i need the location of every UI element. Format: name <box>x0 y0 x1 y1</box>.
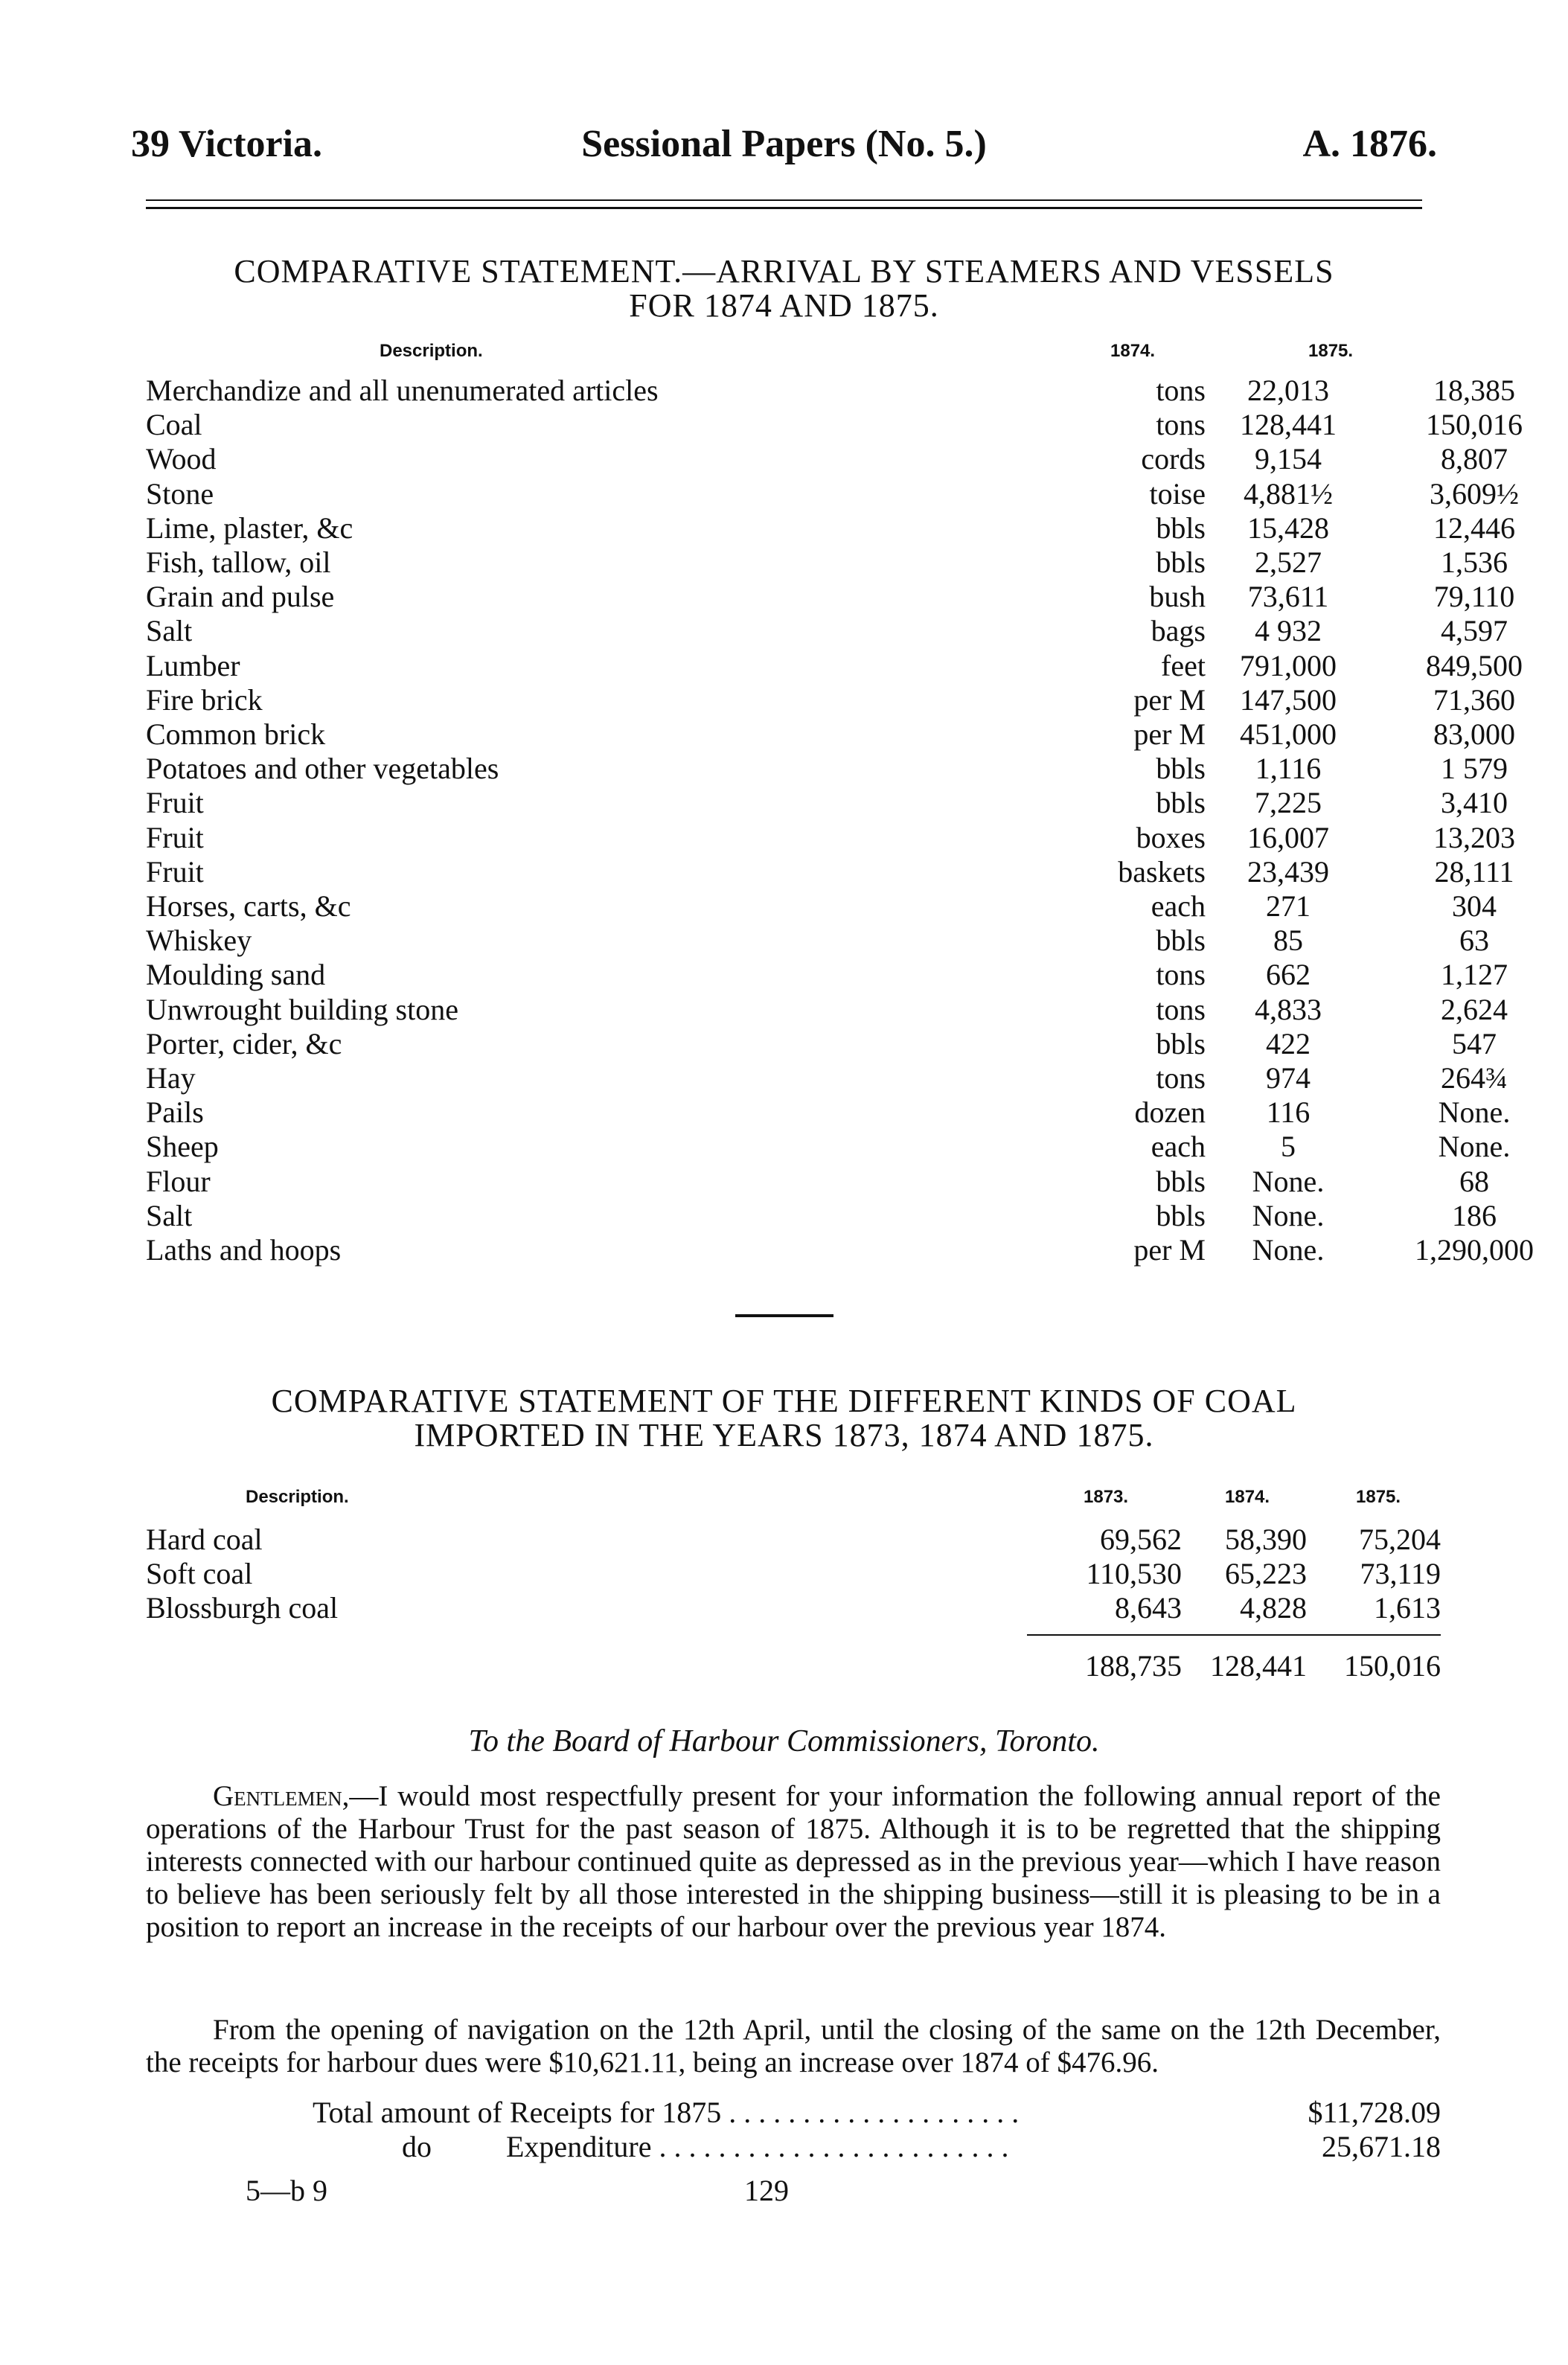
expenditure-amount: 25,671.18 <box>1322 2130 1441 2163</box>
coal-total-1874: 128,441 <box>1210 1649 1307 1683</box>
arrivals-row-description-text: Hay <box>146 1061 202 1095</box>
arrivals-row-1874: 16,007 <box>1247 820 1329 854</box>
arrivals-row <box>146 992 1508 1027</box>
arrivals-row-unit: tons <box>1061 958 1206 992</box>
page-number: 129 <box>744 2174 789 2207</box>
arrivals-row-1875: 2,624 <box>1441 992 1508 1026</box>
section-divider <box>735 1314 833 1317</box>
coal-row-description <box>146 1557 1031 1591</box>
arrivals-row-description <box>146 545 1061 580</box>
coal-col-1873: 1873. <box>1084 1487 1129 1507</box>
arrivals-row-1874: 422 <box>1266 1026 1311 1060</box>
coal-row-description-text: Soft coal <box>146 1557 258 1590</box>
arrivals-row-1874: 22,013 <box>1247 374 1329 407</box>
arrivals-row-description <box>146 614 1061 648</box>
arrivals-row-description-text: Lime, plaster, &c <box>146 511 359 545</box>
arrivals-row <box>146 786 1508 820</box>
header-left: 39 Victoria. <box>131 123 323 165</box>
arrivals-row-description-text: Wood <box>146 442 223 476</box>
arrivals-row-1875: 1,536 <box>1441 545 1508 579</box>
arrivals-row-description <box>146 752 1061 786</box>
arrivals-row-1874: 791,000 <box>1240 648 1337 682</box>
header-rule-bottom <box>146 207 1422 209</box>
receipts-line <box>313 2096 1441 2130</box>
arrivals-row-1875: 186 <box>1452 1198 1497 1232</box>
arrivals-row-1874: 271 <box>1266 889 1311 923</box>
arrivals-row <box>146 820 1515 855</box>
arrivals-row-description-text: Grain and pulse <box>146 580 340 613</box>
arrivals-row-description-text: Potatoes and other vegetables <box>146 752 505 785</box>
coal-col-1874: 1874. <box>1225 1487 1270 1507</box>
coal-row-description <box>146 1591 1031 1625</box>
arrivals-row-description-text: Merchandize and all unenumerated articles <box>146 374 665 407</box>
arrivals-title-line1: COMPARATIVE STATEMENT.—ARRIVAL BY STEAMERS AND VESSELS <box>234 253 1334 289</box>
arrivals-row-description <box>146 1165 1061 1199</box>
arrivals-row-unit: each <box>1061 1130 1206 1164</box>
arrivals-row-1875: 68 <box>1459 1164 1489 1198</box>
arrivals-row <box>146 889 1497 924</box>
expenditure-label: do Expenditure . . . . . . . . . . . . . . . . . . . . . . . . <box>402 2130 1009 2163</box>
arrivals-row-1874: None. <box>1252 1164 1325 1198</box>
arrivals-row-description <box>146 855 1061 889</box>
coal-row-1874: 65,223 <box>1225 1557 1307 1590</box>
arrivals-row-1875: 1,290,000 <box>1415 1233 1534 1267</box>
arrivals-row-unit: each <box>1061 889 1206 924</box>
arrivals-row-description-text: Fire brick <box>146 683 269 717</box>
arrivals-row <box>146 1130 1511 1164</box>
arrivals-row-1875: 264¾ <box>1441 1061 1508 1095</box>
arrivals-row-1874: 15,428 <box>1247 511 1329 545</box>
arrivals-row <box>146 958 1508 992</box>
arrivals-row-1874: 7,225 <box>1255 786 1322 820</box>
arrivals-col-1874: 1874. <box>1110 341 1156 361</box>
arrivals-row-1874: None. <box>1252 1233 1325 1267</box>
arrivals-row-unit: tons <box>1061 408 1206 442</box>
coal-row-1875: 75,204 <box>1359 1523 1441 1556</box>
arrivals-row-description <box>146 683 1061 717</box>
expenditure-line <box>313 2130 1441 2164</box>
arrivals-row-description-text: Stone <box>146 477 220 511</box>
arrivals-row-description <box>146 889 1061 924</box>
arrivals-col-1875: 1875. <box>1308 341 1354 361</box>
arrivals-row-1875: 304 <box>1452 889 1497 923</box>
arrivals-row-1875: 13,203 <box>1433 820 1515 854</box>
arrivals-row-unit: bbls <box>1061 1165 1206 1199</box>
arrivals-row <box>146 374 1515 408</box>
arrivals-row-unit: feet <box>1061 649 1206 683</box>
coal-row-1873: 8,643 <box>1031 1591 1182 1625</box>
coal-row-description-text: Hard coal <box>146 1523 269 1556</box>
arrivals-row-1874: 974 <box>1266 1061 1311 1095</box>
letter-paragraph-2: From the opening of navigation on the 12th April, until the closing of the same on the 12th December, the receipts for harbour dues were $10,621.11, being an increase over 1874 of $476.96. <box>146 2014 1441 2078</box>
arrivals-row-description <box>146 442 1061 476</box>
header-rule-top <box>146 199 1422 201</box>
arrivals-row-unit: bush <box>1061 580 1206 614</box>
coal-row-1873: 69,562 <box>1031 1523 1182 1557</box>
coal-row-1875: 73,119 <box>1360 1557 1441 1590</box>
header-right: A. 1876. <box>1302 123 1437 165</box>
arrivals-row-1875: None. <box>1438 1095 1511 1130</box>
coal-row-description-text: Blossburgh coal <box>146 1591 344 1625</box>
arrivals-row <box>146 580 1515 614</box>
arrivals-row-description-text: Moulding sand <box>146 958 331 991</box>
arrivals-row-unit: bbls <box>1061 924 1206 958</box>
arrivals-row-unit: per M <box>1061 717 1206 752</box>
arrivals-row-description-text: Flour <box>146 1165 217 1198</box>
arrivals-row-unit: bbls <box>1061 752 1206 786</box>
arrivals-row-unit: bags <box>1061 614 1206 648</box>
arrivals-row-description <box>146 374 1061 408</box>
arrivals-row-description <box>146 1130 1061 1164</box>
coal-row-description <box>146 1523 1031 1557</box>
arrivals-row-unit: bbls <box>1061 545 1206 580</box>
coal-col-description: Description. <box>246 1487 349 1507</box>
arrivals-row-description-text: Fish, tallow, oil <box>146 545 337 579</box>
arrivals-row <box>146 614 1508 648</box>
arrivals-row-description-text: Fruit <box>146 855 210 889</box>
arrivals-row <box>146 1095 1511 1130</box>
arrivals-row-1875: 849,500 <box>1426 648 1523 682</box>
running-header <box>131 122 1437 174</box>
arrivals-row-unit: dozen <box>1061 1095 1206 1130</box>
coal-total-1873: 188,735 <box>1031 1649 1182 1683</box>
arrivals-row-description <box>146 1027 1061 1061</box>
arrivals-row-1874: 4,881½ <box>1244 476 1333 511</box>
arrivals-row-1874: 116 <box>1266 1095 1311 1130</box>
arrivals-row <box>146 1061 1508 1095</box>
coal-row-1874: 58,390 <box>1225 1523 1307 1556</box>
arrivals-row <box>146 752 1508 786</box>
arrivals-row-description-text: Pails <box>146 1095 210 1129</box>
arrivals-row-unit: per M <box>1061 1233 1206 1267</box>
coal-col-1875: 1875. <box>1356 1487 1401 1507</box>
arrivals-row-description <box>146 1199 1061 1233</box>
coal-row <box>146 1557 1441 1591</box>
arrivals-row-description-text: Fruit <box>146 786 210 819</box>
arrivals-row-description <box>146 1095 1061 1130</box>
receipts-label-text: Total amount of Receipts for 1875 <box>313 2096 722 2129</box>
arrivals-row-1875: 3,410 <box>1441 786 1508 820</box>
arrivals-row-1875: 28,111 <box>1434 854 1514 889</box>
arrivals-row-1874: 662 <box>1266 958 1311 992</box>
arrivals-row-description <box>146 924 1061 958</box>
arrivals-row-1875: 3,609½ <box>1430 476 1519 511</box>
arrivals-row-description-text: Common brick <box>146 717 331 751</box>
arrivals-row-description <box>146 1061 1061 1095</box>
receipts-amount: $11,728.09 <box>1308 2096 1441 2129</box>
arrivals-row-unit: bbls <box>1061 1199 1206 1233</box>
arrivals-row-1875: 18,385 <box>1433 374 1515 407</box>
arrivals-row <box>146 511 1515 545</box>
arrivals-row-1874: 23,439 <box>1247 854 1329 889</box>
coal-totals-row <box>146 1649 1441 1683</box>
arrivals-row <box>146 1164 1489 1199</box>
arrivals-row-description <box>146 511 1061 545</box>
arrivals-row-description <box>146 958 1061 992</box>
arrivals-row <box>146 476 1519 511</box>
arrivals-row-1874: 147,500 <box>1240 682 1337 717</box>
arrivals-row-description-text: Coal <box>146 408 208 441</box>
arrivals-row-description-text: Horses, carts, &c <box>146 889 356 923</box>
arrivals-row-description <box>146 786 1061 820</box>
arrivals-row-description <box>146 717 1061 752</box>
arrivals-row-1875: 63 <box>1459 924 1489 958</box>
letter-address: To the Board of Harbour Commissioners, Toronto. <box>468 1724 1100 1758</box>
arrivals-row-1874: 128,441 <box>1240 408 1337 442</box>
arrivals-row-unit: toise <box>1061 477 1206 511</box>
arrivals-row <box>146 648 1523 683</box>
receipts-label: Total amount of Receipts for 1875 . . . . . . . . . . . . . . . . . . . . <box>313 2096 1020 2129</box>
arrivals-row-description <box>146 580 1061 614</box>
coal-row-1874: 4,828 <box>1240 1591 1307 1625</box>
arrivals-row-unit: per M <box>1061 683 1206 717</box>
arrivals-row-1874: 2,527 <box>1255 545 1322 579</box>
arrivals-col-description: Description. <box>380 341 483 361</box>
letter-paragraph-1 <box>146 1780 1441 1944</box>
arrivals-row-1875: 79,110 <box>1433 580 1515 614</box>
coal-sum-rule <box>1027 1634 1441 1636</box>
arrivals-row-1875: 1,127 <box>1441 958 1508 992</box>
arrivals-row-1875: 8,807 <box>1441 442 1508 476</box>
arrivals-row-1875: 83,000 <box>1433 717 1515 751</box>
arrivals-row <box>146 854 1514 889</box>
arrivals-row-unit: tons <box>1061 1061 1206 1095</box>
arrivals-row-description-text: Sheep <box>146 1130 225 1163</box>
arrivals-row-description-text: Lumber <box>146 649 246 682</box>
coal-title-line2: IMPORTED IN THE YEARS 1873, 1874 AND 1875. <box>414 1417 1154 1453</box>
arrivals-row-1875: 1 579 <box>1441 752 1508 786</box>
arrivals-row-description <box>146 1233 1061 1267</box>
arrivals-row-unit: boxes <box>1061 821 1206 855</box>
arrivals-row-description-text: Whiskey <box>146 924 257 957</box>
arrivals-row-1874: 85 <box>1273 924 1303 958</box>
coal-total-1875: 150,016 <box>1344 1649 1441 1683</box>
letter-salutation: Gentlemen, <box>213 1780 350 1812</box>
arrivals-row-unit: baskets <box>1061 855 1206 889</box>
arrivals-row-1874: None. <box>1252 1198 1325 1232</box>
expenditure-do: do <box>402 2130 432 2163</box>
arrivals-row <box>146 408 1523 442</box>
arrivals-row-description-text: Fruit <box>146 821 210 854</box>
header-center: Sessional Papers (No. 5.) <box>581 123 987 165</box>
coal-row-1873: 110,530 <box>1031 1557 1182 1591</box>
arrivals-row-description-text: Laths and hoops <box>146 1233 347 1267</box>
coal-row <box>146 1523 1441 1557</box>
arrivals-row <box>146 1198 1497 1233</box>
signature-mark: 5—b 9 <box>246 2174 327 2207</box>
arrivals-row <box>146 442 1508 476</box>
arrivals-row-1875: 150,016 <box>1426 408 1523 442</box>
arrivals-row-1875: 4,597 <box>1441 614 1508 648</box>
coal-title-line1: COMPARATIVE STATEMENT OF THE DIFFERENT KINDS OF COAL <box>271 1383 1297 1419</box>
arrivals-row-1874: 4,833 <box>1255 992 1322 1026</box>
arrivals-row-1874: 73,611 <box>1247 580 1329 614</box>
arrivals-row-1874: 5 <box>1281 1130 1296 1164</box>
arrivals-row-description-text: Salt <box>146 1199 198 1232</box>
arrivals-row <box>146 682 1515 717</box>
arrivals-row-1875: 12,446 <box>1433 511 1515 545</box>
arrivals-row-1874: 451,000 <box>1240 717 1337 751</box>
arrivals-row-description <box>146 408 1061 442</box>
arrivals-row-unit: bbls <box>1061 1027 1206 1061</box>
arrivals-row-description-text: Unwrought building stone <box>146 993 464 1026</box>
expenditure-label-text: Expenditure <box>506 2130 652 2163</box>
arrivals-row-1874: 1,116 <box>1255 752 1322 786</box>
coal-row-1875: 1,613 <box>1374 1591 1441 1625</box>
arrivals-row <box>146 1026 1497 1061</box>
arrivals-row-unit: tons <box>1061 993 1206 1027</box>
arrivals-row <box>146 1233 1534 1267</box>
arrivals-row-description <box>146 993 1061 1027</box>
arrivals-row-description <box>146 477 1061 511</box>
arrivals-row-1875: None. <box>1438 1130 1511 1164</box>
arrivals-row-description <box>146 821 1061 855</box>
arrivals-row-unit: tons <box>1061 374 1206 408</box>
arrivals-row-unit: bbls <box>1061 786 1206 820</box>
arrivals-row-1875: 71,360 <box>1433 682 1515 717</box>
arrivals-row-1875: 547 <box>1452 1026 1497 1060</box>
arrivals-row-1874: 9,154 <box>1255 442 1322 476</box>
arrivals-row-description-text: Salt <box>146 614 198 647</box>
arrivals-row-description <box>146 649 1061 683</box>
arrivals-title-line2: FOR 1874 AND 1875. <box>629 287 939 324</box>
arrivals-row-unit: bbls <box>1061 511 1206 545</box>
coal-row <box>146 1591 1441 1625</box>
arrivals-row <box>146 717 1515 752</box>
arrivals-row-description-text: Porter, cider, &c <box>146 1027 348 1060</box>
arrivals-row <box>146 545 1508 580</box>
arrivals-row <box>146 924 1489 958</box>
arrivals-row-1874: 4 932 <box>1255 614 1322 648</box>
letter-paragraph-1-text: —I would most respectfully present for your information the following annual report of the operations of the Harbour Trust for the past season of 1875. Although it is to be regretted that the shipping interests connected with our harbour continued quite as depressed as in the previous year—which I have reason to believe has been seriously felt by all those interested in the shipping business—still it is pleasing to be in a position to report an increase in the receipts of our harbour over the previous year 1874. <box>146 1780 1441 1943</box>
arrivals-row-unit: cords <box>1061 442 1206 476</box>
